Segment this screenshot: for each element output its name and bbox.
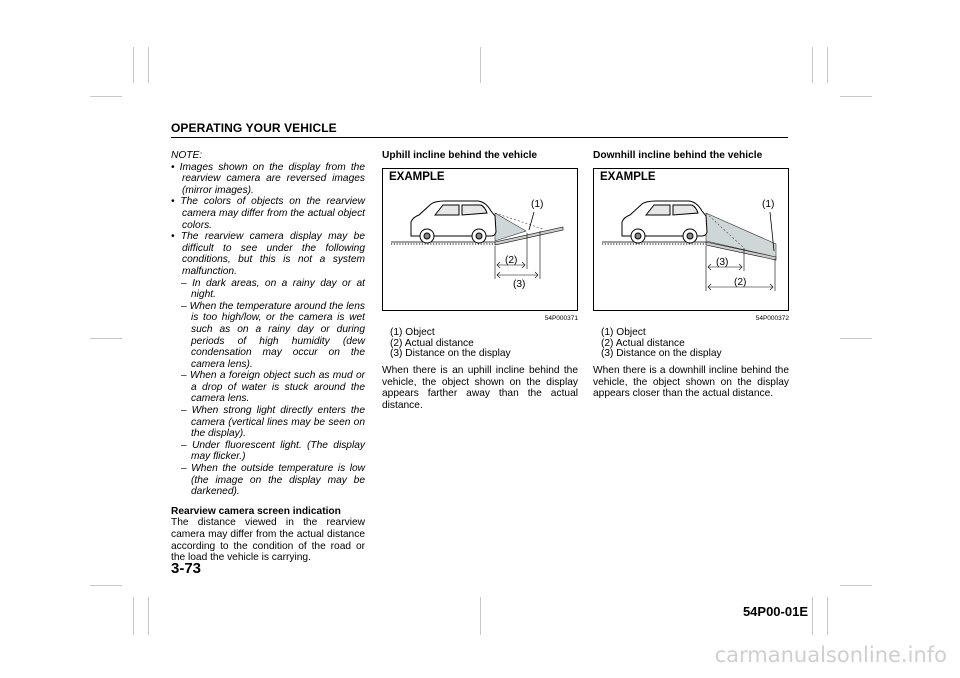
note-bullet: • The colors of objects on the rearview camera may differ from the actual object colors. (171, 196, 365, 231)
watermark: carmanualsonline.info (714, 643, 947, 667)
crop-mark (812, 597, 813, 635)
label-display-distance: (3) (716, 256, 729, 268)
note-bullet: • The rearview camera display may be difficult to see under the following conditions, but this is not a system malfunction. (171, 231, 365, 277)
document-code: 54P00-01E (742, 604, 808, 619)
note-block (171, 150, 365, 498)
crop-mark (90, 585, 122, 586)
example-label: EXAMPLE (600, 170, 656, 183)
legend-item: (2) Actual distance (390, 337, 474, 349)
crop-mark (480, 47, 481, 83)
crop-mark (827, 47, 828, 83)
uphill-legend (382, 328, 578, 360)
note-label: NOTE: (171, 150, 203, 161)
note-bullet: • Images shown on the display from the rearview camera are reversed images (mirror images). (171, 161, 365, 196)
note-condition: – When the outside temperature is low (the image on the display may be darkened). (181, 463, 365, 498)
note-condition: – When a foreign object such as mud or a drop of water is stuck around the camera lens. (181, 370, 365, 405)
uphill-text: When there is an uphill incline behind the vehicle, the object shown on the display appears farther away than the actual distance. (382, 364, 578, 411)
column-notes (171, 150, 365, 564)
legend-item: (3) Distance on the display (390, 348, 511, 360)
label-actual-distance: (2) (505, 254, 518, 266)
downhill-figure (593, 168, 789, 311)
figure-code: 54P000372 (755, 314, 789, 322)
page-title: OPERATING YOUR VEHICLE (171, 121, 337, 135)
crop-mark (840, 585, 872, 586)
crop-mark (827, 597, 828, 635)
legend-item: (1) Object (601, 327, 646, 339)
column-downhill (593, 150, 789, 400)
label-object: (1) (531, 198, 544, 210)
note-condition: – In dark areas, on a rainy day or at night. (181, 277, 365, 301)
label-object: (1) (762, 198, 775, 210)
legend-item: (1) Object (390, 327, 435, 339)
label-actual-distance: (2) (734, 276, 747, 288)
indication-text: The distance viewed in the rearview camera may differ from the actual distance according to the condition of the road or the load the vehicle is carrying. (171, 517, 365, 564)
legend-item: (2) Actual distance (601, 337, 685, 349)
downhill-illustration (594, 169, 788, 310)
crop-mark (133, 597, 134, 635)
label-display-distance: (3) (513, 278, 526, 290)
section-heading-uphill: Uphill incline behind the vehicle (382, 150, 538, 161)
downhill-text: When there is a downhill incline behind the vehicle, the object shown on the display appears closer than the actual distance. (593, 364, 789, 400)
crop-mark (90, 338, 122, 339)
section-heading-downhill: Downhill incline behind the vehicle (593, 150, 763, 161)
figure-code: 54P000371 (544, 314, 578, 322)
crop-mark (840, 338, 872, 339)
page-number: 3-73 (171, 560, 202, 577)
uphill-illustration (383, 169, 577, 310)
column-uphill (382, 150, 578, 411)
crop-mark (133, 47, 134, 83)
car-icon (411, 201, 496, 243)
example-label: EXAMPLE (389, 170, 445, 183)
legend-item: (3) Distance on the display (601, 348, 722, 360)
car-icon (622, 201, 707, 243)
note-condition: – Under fluorescent light. (The display may flicker.) (181, 439, 365, 463)
section-heading-indication: Rearview camera screen indication (171, 505, 341, 517)
crop-mark (148, 597, 149, 635)
crop-mark (90, 96, 122, 97)
header-divider (171, 137, 788, 138)
uphill-figure (382, 168, 578, 311)
downhill-legend (593, 328, 789, 360)
note-condition: – When the temperature around the lens is too high/low, or the camera is wet such as on a rainy day or during periods of high humidity (dew condensation may occur on the camera lens). (181, 300, 365, 370)
crop-mark (812, 47, 813, 83)
crop-mark (148, 47, 149, 83)
crop-mark (840, 96, 872, 97)
note-condition: – When strong light directly enters the camera (vertical lines may be seen on the display). (181, 405, 365, 440)
crop-mark (480, 597, 481, 635)
